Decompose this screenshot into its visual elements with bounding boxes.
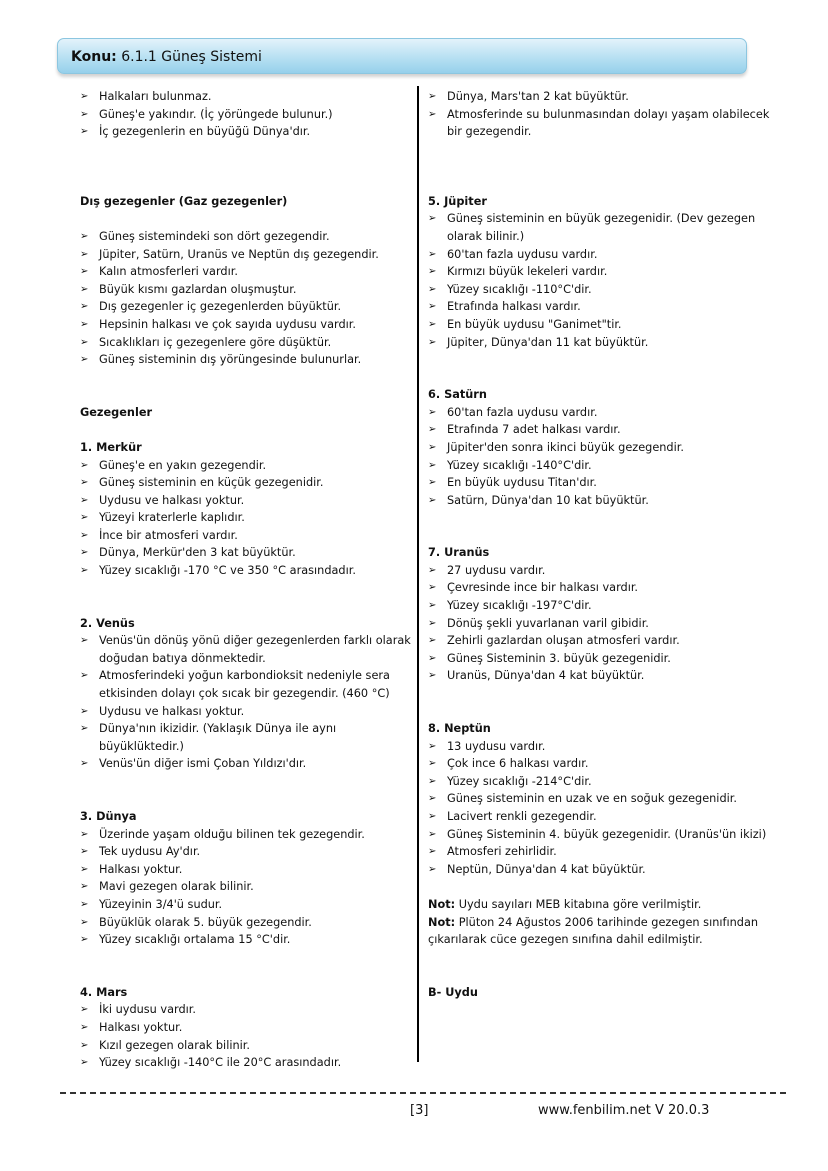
list-item: ➢ Uydusu ve halkası yoktur. [80,703,412,721]
list-item: ➢ 27 uydusu vardır. [428,562,780,580]
mercury-list [80,457,412,580]
footer-divider [60,1092,786,1094]
list-item: ➢ Yüzeyi kraterlerle kaplıdır. [80,509,412,527]
column-divider [417,86,419,1062]
list-item: ➢ Jüpiter'den sonra ikinci büyük gezegendir. [428,439,780,457]
list-item: ➢ En büyük uydusu Titan'dır. [428,474,780,492]
page-number: [3] [410,1103,429,1118]
list-item: ➢ Jüpiter, Satürn, Uranüs ve Neptün dış gezegendir. [80,246,412,264]
list-item: ➢ Hepsinin halkası ve çok sayıda uydusu vardır. [80,316,412,334]
list-item: ➢ Etrafında halkası vardır. [428,298,780,316]
mercury-title: 1. Merkür [80,440,142,454]
list-item: ➢ Büyük kısmı gazlardan oluşmuştur. [80,281,412,299]
note-label: Not: [428,915,456,929]
list-item: ➢ Çevresinde ince bir halkası vardır. [428,579,780,597]
saturn-list [428,404,780,510]
list-item: ➢ İç gezegenlerin en büyüğü Dünya'dır. [80,123,412,141]
list-item: ➢ Dünya, Mars'tan 2 kat büyüktür. [428,88,780,106]
list-item: ➢ Kırmızı büyük lekeleri vardır. [428,263,780,281]
list-item: ➢ Güneş'e yakındır. (İç yörüngede bulunur.) [80,106,412,124]
list-item: ➢ Sıcaklıkları iç gezegenlere göre düşüktür. [80,334,412,352]
list-item: ➢ Halkası yoktur. [80,861,412,879]
satellite-title: B- Uydu [428,985,478,999]
list-item: ➢ Neptün, Dünya'dan 4 kat büyüktür. [428,861,780,879]
inner-planets-list [80,88,412,141]
list-item: ➢ Yüzey sıcaklığı -140°C ile 20°C arasındadır. [80,1054,412,1072]
list-item: ➢ Kızıl gezegen olarak bilinir. [80,1037,412,1055]
list-item: ➢ Güneş sisteminin dış yörüngesinde bulunurlar. [80,351,412,369]
list-item: ➢ Etrafında 7 adet halkası vardır. [428,421,780,439]
list-item: ➢ İki uydusu vardır. [80,1001,412,1019]
list-item: ➢ Güneş sisteminin en küçük gezegenidir. [80,474,412,492]
list-item: ➢ 13 uydusu vardır. [428,738,780,756]
mars-title: 4. Mars [80,985,128,999]
note-text: Uydu sayıları MEB kitabına göre verilmiştir. [455,897,702,911]
neptune-list [428,738,780,879]
list-item: ➢ Jüpiter, Dünya'dan 11 kat büyüktür. [428,334,780,352]
earth-title: 3. Dünya [80,810,137,823]
list-item: ➢ Satürn, Dünya'dan 10 kat büyüktür. [428,492,780,510]
list-item: ➢ Güneş Sisteminin 4. büyük gezegenidir. (Uranüs'ün ikizi) [428,826,780,844]
list-item: ➢ Atmosferindeki yoğun karbondioksit nedeniyle sera etkisinden dolayı çok sıcak bir gezegendir. (460 °C) [80,667,412,702]
outer-planets-list [80,228,412,369]
mars-list [80,1001,412,1071]
list-item: ➢ İnce bir atmosferi vardır. [80,527,412,545]
list-item: ➢ Yüzeyinin 3/4'ü sudur. [80,896,412,914]
list-item: ➢ Kalın atmosferleri vardır. [80,263,412,281]
list-item: ➢ Yüzey sıcaklığı -170 °C ve 350 °C arasındadır. [80,562,412,580]
list-item: ➢ 60'tan fazla uydusu vardır. [428,404,780,422]
list-item: ➢ Uydusu ve halkası yoktur. [80,492,412,510]
list-item: ➢ Güneş'e en yakın gezegendir. [80,457,412,475]
list-item: ➢ Dünya'nın ikizidir. (Yaklaşık Dünya ile aynı büyüklüktedir.) [80,720,412,755]
list-item: ➢ Güneş Sisteminin 3. büyük gezegenidir. [428,650,780,668]
konu-label: Konu: [71,49,117,65]
list-item: ➢ Zehirli gazlardan oluşan atmosferi vardır. [428,632,780,650]
mars-cont-list [428,88,780,141]
neptune-title: 8. Neptün [428,722,491,736]
note-text: Plüton 24 Ağustos 2006 tarihinde gezegen sınıfından çıkarılarak cüce gezegen sınıfına dahil edilmiştir. [428,915,759,947]
list-item: ➢ Tek uydusu Ay'dır. [80,843,412,861]
venus-list [80,632,412,773]
list-item: ➢ Atmosferi zehirlidir. [428,843,780,861]
list-item: ➢ Yüzey sıcaklığı -140°C'dir. [428,457,780,475]
note-pluto [428,914,780,949]
list-item: ➢ Güneş sisteminin en uzak ve en soğuk gezegenidir. [428,790,780,808]
list-item: ➢ Dış gezegenler iç gezegenlerden büyüktür. [80,298,412,316]
list-item: ➢ Dünya, Merkür'den 3 kat büyüktür. [80,544,412,562]
list-item: ➢ Uranüs, Dünya'dan 4 kat büyüktür. [428,667,780,685]
list-item: ➢ Yüzey sıcaklığı -110°C'dir. [428,281,780,299]
list-item: ➢ Yüzey sıcaklığı ortalama 15 °C'dir. [80,931,412,949]
list-item: ➢ 60'tan fazla uydusu vardır. [428,246,780,264]
list-item: ➢ Venüs'ün diğer ismi Çoban Yıldızı'dır. [80,755,412,773]
right-column [428,88,780,1001]
uranus-title: 7. Uranüs [428,546,490,560]
saturn-title: 6. Satürn [428,388,487,402]
list-item: ➢ Mavi gezegen olarak bilinir. [80,878,412,896]
site-version: www.fenbilim.net V 20.0.3 [538,1103,710,1118]
list-item: ➢ Yüzey sıcaklığı -214°C'dir. [428,773,780,791]
list-item: ➢ En büyük uydusu "Ganimet"tir. [428,316,780,334]
list-item: ➢ Atmosferinde su bulunmasından dolayı yaşam olabilecek bir gezegendir. [428,106,780,141]
list-item: ➢ Halkaları bulunmaz. [80,88,412,106]
list-item: ➢ Büyüklük olarak 5. büyük gezegendir. [80,914,412,932]
list-item: ➢ Dönüş şekli yuvarlanan varil gibidir. [428,615,780,633]
list-item: ➢ Yüzey sıcaklığı -197°C'dir. [428,597,780,615]
jupiter-list [428,210,780,351]
list-item: ➢ Halkası yoktur. [80,1019,412,1037]
list-item: ➢ Güneş sisteminin en büyük gezegenidir. (Dev gezegen olarak bilinir.) [428,210,780,245]
list-item: ➢ Çok ince 6 halkası vardır. [428,755,780,773]
note-moons [428,896,780,914]
topic-header [57,38,747,74]
venus-title: 2. Venüs [80,616,135,630]
uranus-list [428,562,780,685]
jupiter-title: 5. Jüpiter [428,194,487,208]
list-item: ➢ Üzerinde yaşam olduğu bilinen tek gezegendir. [80,826,412,844]
topic-title: 6.1.1 Güneş Sistemi [121,49,262,65]
note-label: Not: [428,897,456,911]
planets-heading: Gezegenler [80,405,153,419]
left-column [80,88,412,1072]
earth-list [80,826,412,949]
list-item: ➢ Venüs'ün dönüş yönü diğer gezegenlerden farklı olarak doğudan batıya dönmektedir. [80,632,412,667]
outer-planets-title: Dış gezegenler (Gaz gezegenler) [80,194,288,208]
list-item: ➢ Güneş sistemindeki son dört gezegendir. [80,228,412,246]
list-item: ➢ Lacivert renkli gezegendir. [428,808,780,826]
